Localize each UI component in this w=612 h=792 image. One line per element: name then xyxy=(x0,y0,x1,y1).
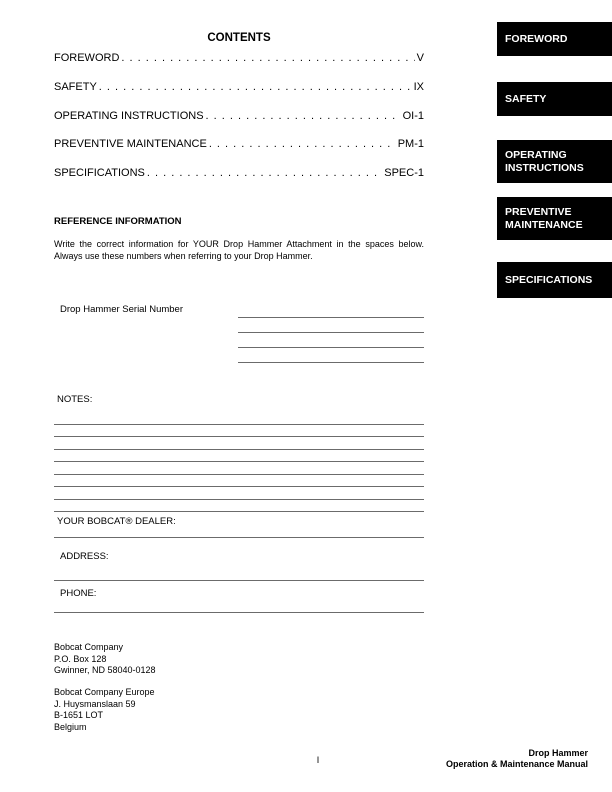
serial-number-label: Drop Hammer Serial Number xyxy=(60,304,184,315)
notes-label: NOTES: xyxy=(57,394,93,405)
address-line: P.O. Box 128 xyxy=(54,653,107,664)
toc-entry-safety[interactable] xyxy=(54,81,424,110)
blank-writing-line xyxy=(54,462,424,475)
dealer-writing-line xyxy=(54,537,424,538)
toc-entry-page-ref: SPEC-1 xyxy=(384,167,424,180)
toc-entry-page-ref: V xyxy=(416,52,424,64)
reference-information-body: Write the correct information for YOUR Drop Hammer Attachment in the spaces below. Always use these numbers when referring to your Drop Hammer. xyxy=(54,239,424,261)
toc-entry-label: OPERATING INSTRUCTIONS xyxy=(54,109,204,122)
blank-writing-line xyxy=(54,437,424,450)
footer-document-title xyxy=(446,748,588,770)
address-writing-line xyxy=(54,580,424,581)
toc-dot-leader xyxy=(147,167,382,179)
toc-dot-leader xyxy=(209,138,396,150)
section-tab-operating-instructions[interactable]: OPERATING INSTRUCTIONS xyxy=(497,140,612,183)
blank-writing-line xyxy=(54,475,424,488)
toc-entry-operating-instructions[interactable] xyxy=(54,110,424,139)
toc-dot-leader xyxy=(99,81,412,93)
blank-writing-line xyxy=(54,425,424,438)
toc-dot-leader xyxy=(121,52,414,64)
toc-entry-page-ref: IX xyxy=(413,80,424,93)
footer-title-line2: Operation & Maintenance Manual xyxy=(445,759,588,769)
toc-entry-page-ref: OI-1 xyxy=(402,109,424,122)
phone-writing-line xyxy=(54,612,424,613)
toc-entry-specifications[interactable] xyxy=(54,167,424,196)
toc-entry-preventive-maintenance[interactable] xyxy=(54,138,424,167)
address-line: Bobcat Company xyxy=(54,642,124,652)
section-tab-safety[interactable]: SAFETY xyxy=(497,82,612,116)
blank-writing-line xyxy=(238,303,424,318)
toc-entry-label: FOREWORD xyxy=(54,52,120,64)
page-title: CONTENTS xyxy=(207,32,271,44)
address-label: ADDRESS: xyxy=(60,551,109,562)
notes-lines xyxy=(54,412,424,512)
toc-dot-leader xyxy=(206,110,401,122)
toc-entry-foreword[interactable] xyxy=(54,52,424,81)
blank-writing-line xyxy=(54,500,424,513)
blank-writing-line xyxy=(54,450,424,463)
company-address-us xyxy=(54,642,156,677)
reference-information-heading: REFERENCE INFORMATION xyxy=(54,216,182,227)
footer-title-line1: Drop Hammer xyxy=(528,748,588,758)
serial-number-lines xyxy=(238,303,424,363)
dealer-label: YOUR BOBCAT® DEALER: xyxy=(57,516,176,527)
address-line: B-1651 LOT xyxy=(54,710,104,720)
table-of-contents xyxy=(54,52,424,196)
section-tab-specifications[interactable]: SPECIFICATIONS xyxy=(497,262,612,298)
phone-label: PHONE: xyxy=(60,588,97,599)
toc-entry-label: SAFETY xyxy=(54,80,97,93)
blank-writing-line xyxy=(54,487,424,500)
toc-entry-label: PREVENTIVE MAINTENANCE xyxy=(54,138,207,151)
blank-writing-line xyxy=(238,348,424,363)
blank-writing-line xyxy=(54,412,424,425)
page-number: I xyxy=(316,755,320,765)
toc-entry-page-ref: PM-1 xyxy=(397,138,424,151)
address-line: Bobcat Company Europe xyxy=(54,687,155,697)
address-line: J. Huysmanslaan 59 xyxy=(54,698,136,709)
address-line: Belgium xyxy=(54,721,87,732)
toc-entry-label: SPECIFICATIONS xyxy=(54,167,145,180)
section-tab-foreword[interactable]: FOREWORD xyxy=(497,22,612,56)
company-address-europe xyxy=(54,687,155,733)
section-tab-preventive-maintenance[interactable]: PREVENTIVE MAINTENANCE xyxy=(497,197,612,240)
blank-writing-line xyxy=(238,318,424,333)
blank-writing-line xyxy=(238,333,424,348)
address-line: Gwinner, ND 58040-0128 xyxy=(54,665,156,675)
